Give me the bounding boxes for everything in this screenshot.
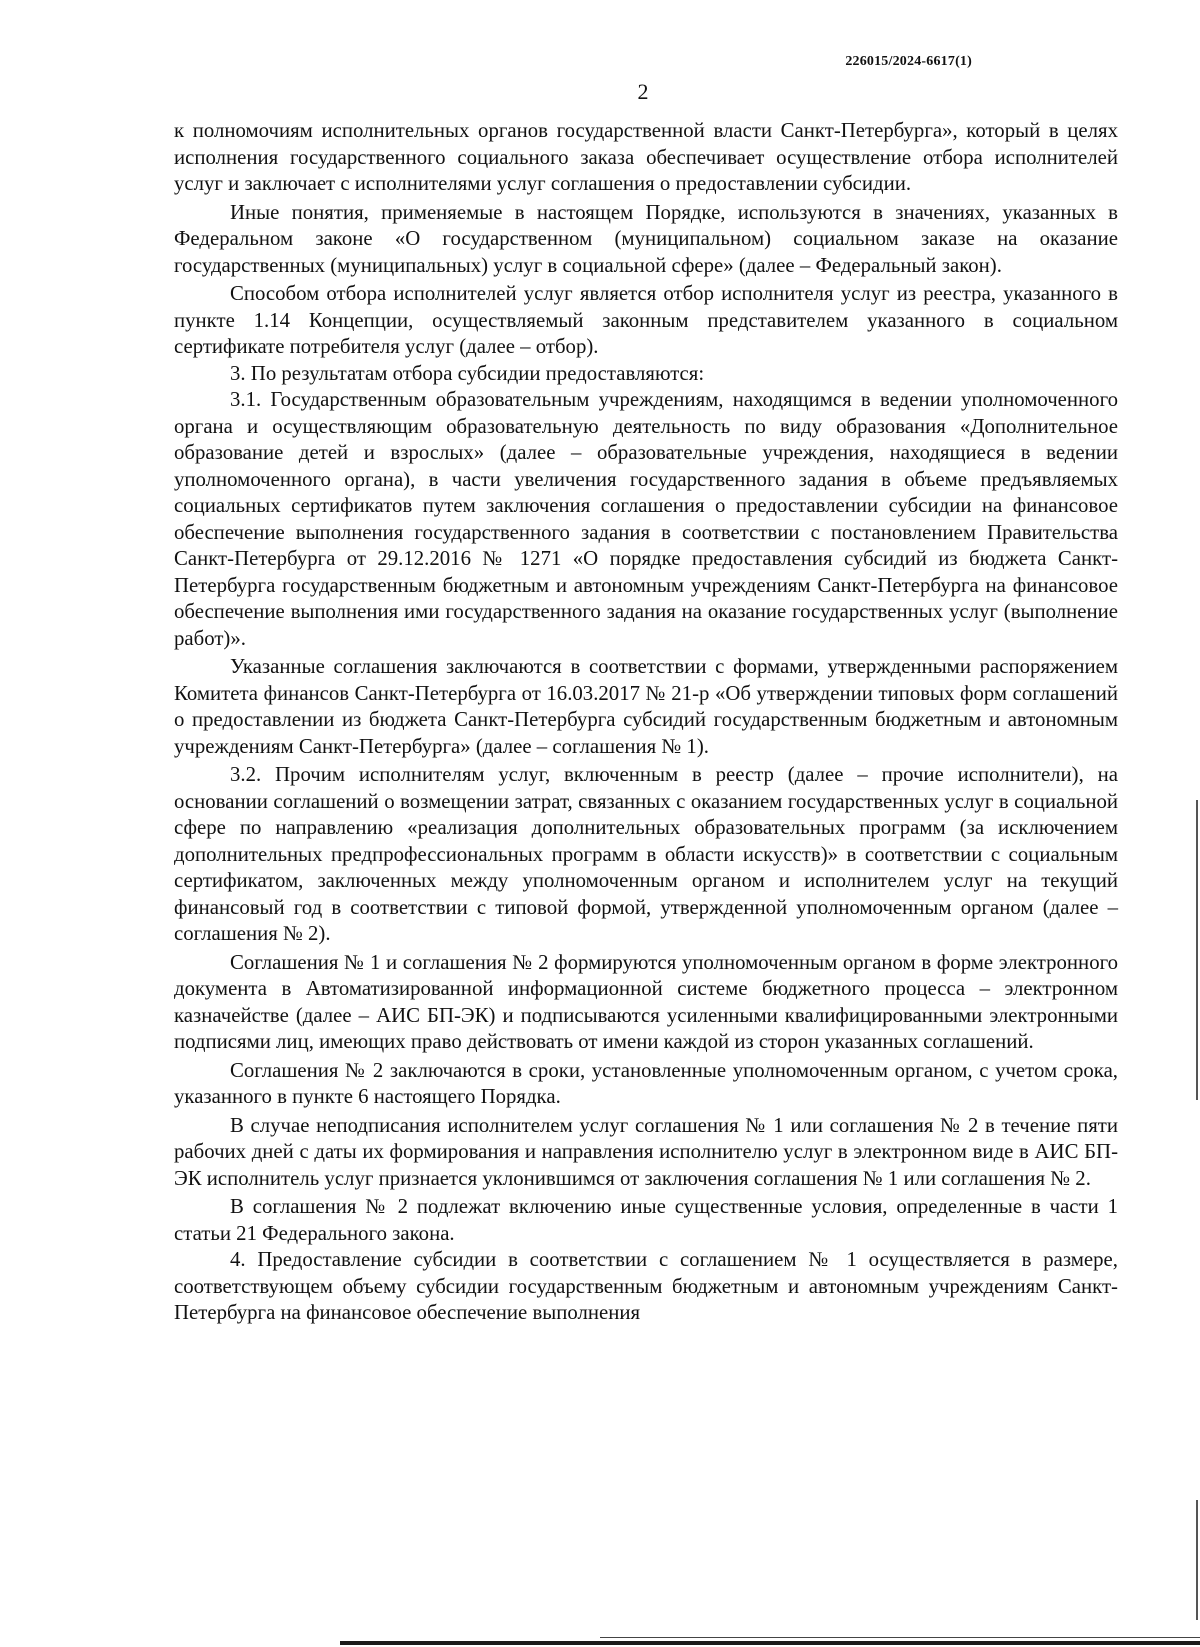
paragraph-agreements-2-terms: Соглашения № 2 заключаются в сроки, установленные уполномоченным органом, с учетом срока, указанного в пункте 6 настоящего Порядка. xyxy=(174,1058,1118,1108)
paragraph-non-signing: В случае неподписания исполнителем услуг соглашения № 1 или соглашения № 2 в течение пяти рабочих дней с даты их формирования и направления исполнителю услуг в электронном виде в АИС БП-ЭК исполнитель услуг признается уклонившимся от заключения соглашения № 1 или соглашения № 2. xyxy=(174,1113,1118,1190)
paragraph-essential-conditions: В соглашения № 2 подлежат включению иные существенные условия, определенные в части 1 статьи 21 Федерального закона. xyxy=(174,1195,1118,1245)
scan-artifact-right-edge xyxy=(1196,800,1198,1100)
document-body xyxy=(174,118,1118,1327)
scan-artifact-line xyxy=(600,1637,1200,1638)
scan-artifact-right-edge-lower xyxy=(1196,1500,1198,1620)
paragraph-agreements-forming: Соглашения № 1 и соглашения № 2 формируются уполномоченным органом в форме электронного документа в Автоматизированной информационной системе бюджетного процесса – электронном казначействе (далее – АИС БП-ЭК) и подписываются усиленными квалифицированными электронными подписями лиц, имеющих право действовать от имени каждой из сторон указанных соглашений. xyxy=(174,950,1118,1053)
paragraph-definitions: Иные понятия, применяемые в настоящем Порядке, используются в значениях, указанных в Федеральном законе «О государственном (муниципальном) социальном заказе на оказание государственных (муниципальных) услуг в социальной сфере» (далее – Федеральный закон). xyxy=(174,200,1118,277)
paragraph-item-4: 4. Предоставление субсидии в соответствии с соглашением № 1 осуществляется в размере, соответствующем объему субсидии государственным бюджетным и автономным учреждениям Санкт-Петербурга на финансовое обеспечение выполнения xyxy=(174,1248,1118,1324)
document-registration-number: 226015/2024-6617(1) xyxy=(845,54,972,69)
paragraph-item-3: 3. По результатам отбора субсидии предоставляются: xyxy=(230,361,705,385)
scan-artifact-bottom-edge xyxy=(340,1641,1200,1645)
paragraph-item-3-2: 3.2. Прочим исполнителям услуг, включенным в реестр (далее – прочие исполнители), на основании соглашений о возмещении затрат, связанных с оказанием государственных услуг в социальной сфере по направлению «реализация дополнительных образовательных программ (за исключением дополнительных предпрофессиональных программ в области искусств)» в соответствии с социальным сертификатом, заключенных между уполномоченным органом и исполнителем услуг на текущий финансовый год в соответствии с типовой формой, утвержденной уполномоченным органом (далее – соглашения № 2). xyxy=(174,763,1118,945)
paragraph-continuation: к полномочиям исполнительных органов государственной власти Санкт-Петербурга», который в целях исполнения государственного социального заказа обеспечивает осуществление отбора исполнителей услуг и заключает с исполнителями услуг соглашения о предоставлении субсидии. xyxy=(174,119,1118,195)
paragraph-item-3-1: 3.1. Государственным образовательным учреждениям, находящимся в ведении уполномоченного органа и осуществляющим образовательную деятельность по виду образования «Дополнительное образование детей и взрослых» (далее – образовательные учреждения, находящиеся в ведении уполномоченного органа), в части увеличения государственного задания в объеме предъявляемых социальных сертификатов путем заключения соглашения о предоставлении субсидии на финансовое обеспечение выполнения государственного задания в соответствии с постановлением Правительства Санкт-Петербурга от 29.12.2016 № 1271 «О порядке предоставления субсидий из бюджета Санкт-Петербурга государственным бюджетным и автономным учреждениям Санкт-Петербурга на финансовое обеспечение выполнения ими государственного задания на оказание государственных услуг (выполнение работ)». xyxy=(174,388,1118,650)
paragraph-selection-method: Способом отбора исполнителей услуг является отбор исполнителя услуг из реестра, указанного в пункте 1.14 Концепции, осуществляемый законным представителем указанного в социальном сертификате потребителя услуг (далее – отбор). xyxy=(174,282,1118,358)
page-number: 2 xyxy=(637,79,649,104)
paragraph-agreements-1: Указанные соглашения заключаются в соответствии с формами, утвержденными распоряжением Комитета финансов Санкт-Петербурга от 16.03.2017 № 21-р «Об утверждении типовых форм соглашений о предоставлении из бюджета Санкт-Петербурга субсидий государственным бюджетным и автономным учреждениям Санкт-Петербурга» (далее – соглашения № 1). xyxy=(174,655,1118,758)
